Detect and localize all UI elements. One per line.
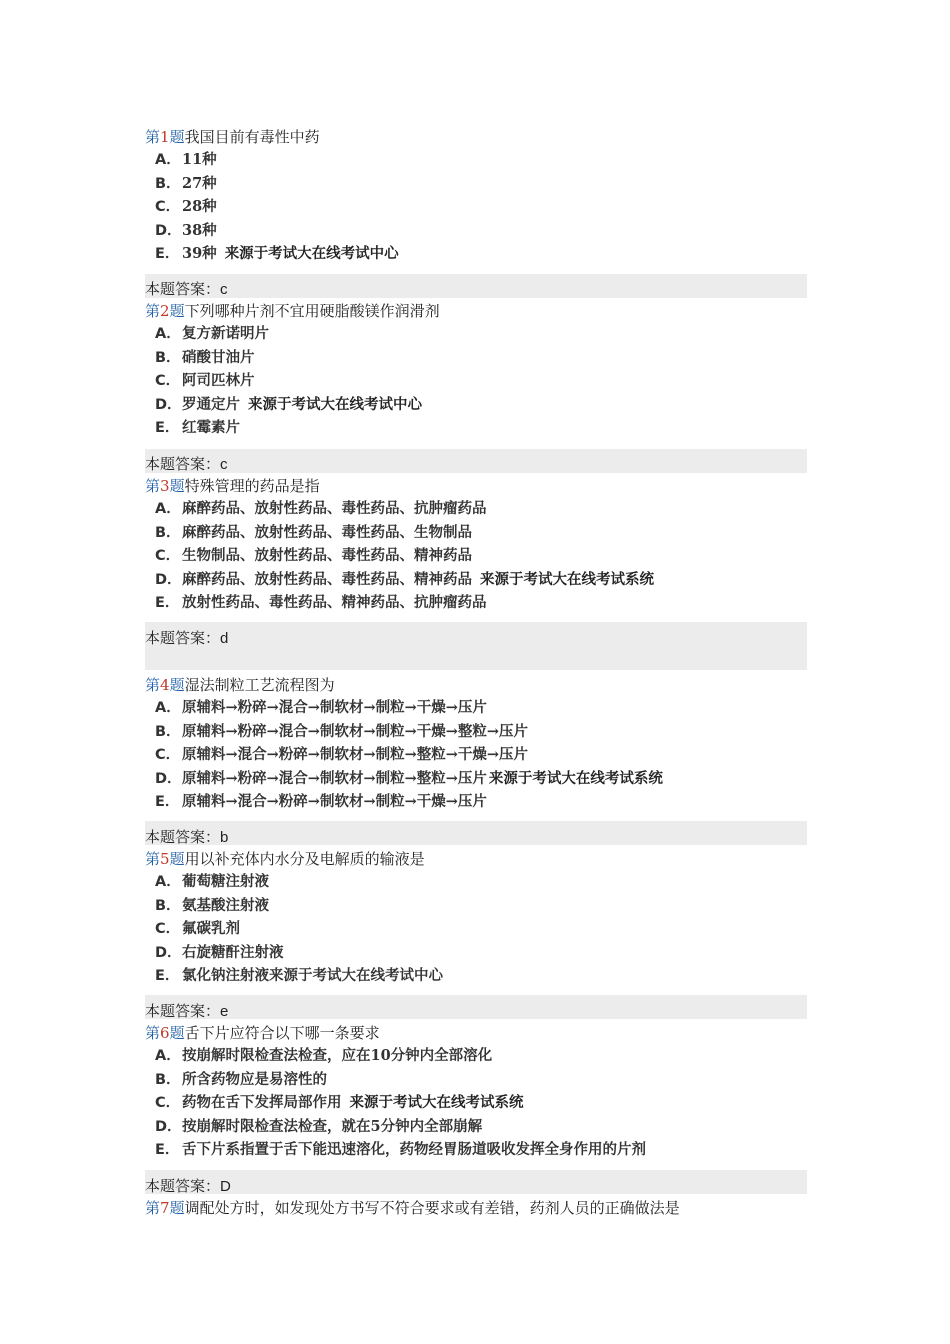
answer-bar-4 bbox=[145, 821, 807, 845]
answer-label: 本题答案： bbox=[145, 629, 221, 647]
option-text: 复方新诺明片 bbox=[182, 325, 269, 342]
question-text: 湿法制粒工艺流程图为 bbox=[184, 676, 335, 694]
option-letter: D． bbox=[155, 571, 182, 588]
option-d bbox=[145, 767, 807, 791]
question-prefix: 第 bbox=[145, 128, 161, 146]
question-title bbox=[145, 674, 807, 696]
option-letter: A． bbox=[155, 874, 181, 890]
option-c bbox=[145, 743, 807, 767]
question-4 bbox=[145, 674, 807, 814]
option-b bbox=[145, 720, 807, 744]
option-source-note: 来源于考试大在线考试系统 bbox=[349, 1094, 524, 1112]
option-letter: A． bbox=[155, 326, 181, 342]
option-e bbox=[145, 416, 807, 440]
question-number: 5 bbox=[160, 850, 170, 868]
option-letter: B． bbox=[155, 723, 181, 740]
option-letter: A． bbox=[155, 700, 181, 716]
answer-value: D bbox=[220, 1178, 231, 1195]
option-letter: D． bbox=[155, 770, 182, 787]
option-text: 原辅料→粉碎→混合→制软材→制粒→整粒→压片 bbox=[182, 769, 487, 787]
question-number: 3 bbox=[160, 477, 170, 495]
option-letter: E． bbox=[155, 246, 180, 263]
option-letter: D． bbox=[155, 396, 182, 413]
option-source-note: 来源于考试大在线考试系统 bbox=[480, 570, 654, 588]
answer-bar-3 bbox=[145, 622, 807, 670]
question-prefix: 第 bbox=[145, 676, 161, 694]
question-number: 4 bbox=[160, 676, 170, 694]
question-title bbox=[145, 475, 807, 497]
option-letter: B． bbox=[155, 175, 181, 192]
option-letter: D． bbox=[155, 222, 182, 239]
option-letter: A． bbox=[155, 152, 181, 168]
option-letter: D． bbox=[155, 944, 182, 961]
answer-label: 本题答案： bbox=[145, 1177, 221, 1195]
question-text: 舌下片应符合以下哪一条要求 bbox=[184, 1024, 380, 1042]
option-text: 药物在舌下发挥局部作用 bbox=[182, 1094, 342, 1112]
option-letter: D． bbox=[155, 1118, 182, 1135]
answer-bar-1 bbox=[145, 274, 807, 298]
option-text: 阿司匹林片 bbox=[182, 372, 255, 390]
answer-value: c bbox=[220, 456, 228, 473]
question-number: 6 bbox=[160, 1024, 170, 1042]
option-letter: B． bbox=[155, 1071, 181, 1088]
option-b bbox=[145, 521, 807, 545]
question-prefix: 第 bbox=[145, 1199, 161, 1217]
question-prefix: 第 bbox=[145, 477, 161, 495]
option-source-note: 来源于考试大在线考试中心 bbox=[224, 245, 399, 263]
option-letter: C． bbox=[155, 921, 181, 938]
question-suffix: 题 bbox=[169, 850, 185, 868]
question-prefix: 第 bbox=[145, 1024, 161, 1042]
option-d bbox=[145, 1115, 807, 1139]
answer-value: b bbox=[220, 829, 229, 846]
option-letter: E． bbox=[155, 794, 180, 811]
option-text: 红霉素片 bbox=[182, 419, 240, 437]
option-text: 氟碳乳剂 bbox=[182, 920, 240, 938]
option-text: 原辅料→粉碎→混合→制软材→制粒→干燥→整粒→压片 bbox=[182, 722, 529, 740]
option-text: 27种 bbox=[182, 174, 217, 192]
option-letter: E． bbox=[155, 595, 180, 612]
question-suffix: 题 bbox=[169, 302, 185, 320]
question-suffix: 题 bbox=[169, 477, 185, 495]
option-d bbox=[145, 568, 807, 592]
option-text: 氨基酸注射液 bbox=[182, 896, 269, 914]
option-c bbox=[145, 544, 807, 568]
question-prefix: 第 bbox=[145, 850, 161, 868]
answer-bar-2 bbox=[145, 449, 807, 473]
option-letter: E． bbox=[155, 968, 180, 985]
option-source-note: 来源于考试大在线考试中心 bbox=[248, 395, 422, 413]
option-text: 舌下片系指置于舌下能迅速溶化，药物经胃肠道吸收发挥全身作用的片剂 bbox=[182, 1141, 646, 1159]
question-5 bbox=[145, 848, 807, 988]
question-3 bbox=[145, 475, 807, 615]
option-a bbox=[145, 322, 807, 346]
question-text: 特殊管理的药品是指 bbox=[184, 477, 320, 495]
answer-value: d bbox=[220, 630, 229, 647]
question-suffix: 题 bbox=[169, 128, 185, 146]
option-a bbox=[145, 696, 807, 720]
option-text: 按崩解时限检查法检查，应在10分钟内全部溶化 bbox=[182, 1047, 493, 1064]
option-text: 39种 bbox=[182, 245, 217, 263]
question-text: 调配处方时，如发现处方书写不符合要求或有差错，药剂人员的正确做法是 bbox=[184, 1199, 680, 1217]
question-1 bbox=[145, 126, 807, 266]
option-text: 放射性药品、毒性药品、精神药品、抗肿瘤药品 bbox=[182, 594, 487, 612]
option-letter: C． bbox=[155, 548, 181, 565]
option-a bbox=[145, 1044, 807, 1068]
option-c bbox=[145, 369, 807, 393]
answer-label: 本题答案： bbox=[145, 455, 221, 473]
question-prefix: 第 bbox=[145, 302, 161, 320]
option-text: 罗通定片 bbox=[182, 395, 240, 413]
option-letter: E． bbox=[155, 1142, 180, 1159]
option-text: 麻醉药品、放射性药品、毒性药品、生物制品 bbox=[182, 523, 472, 541]
option-letter: B． bbox=[155, 349, 181, 366]
option-text: 硝酸甘油片 bbox=[182, 348, 255, 366]
option-text: 葡萄糖注射液 bbox=[182, 873, 269, 890]
option-d bbox=[145, 219, 807, 243]
question-title bbox=[145, 126, 807, 148]
question-2 bbox=[145, 300, 807, 440]
option-b bbox=[145, 172, 807, 196]
option-a bbox=[145, 497, 807, 521]
question-suffix: 题 bbox=[169, 1024, 185, 1042]
option-text: 38种 bbox=[182, 221, 217, 239]
option-c bbox=[145, 195, 807, 219]
option-letter: C． bbox=[155, 199, 181, 216]
option-letter: C． bbox=[155, 1095, 181, 1112]
option-letter: E． bbox=[155, 420, 180, 437]
answer-label: 本题答案： bbox=[145, 1002, 221, 1020]
option-e bbox=[145, 242, 807, 266]
question-text: 我国目前有毒性中药 bbox=[184, 128, 320, 146]
question-title bbox=[145, 848, 807, 870]
question-text: 下列哪种片剂不宜用硬脂酸镁作润滑剂 bbox=[184, 302, 440, 320]
answer-value: e bbox=[220, 1003, 229, 1020]
question-number: 1 bbox=[160, 128, 170, 146]
option-b bbox=[145, 894, 807, 918]
option-c bbox=[145, 917, 807, 941]
answer-bar-5 bbox=[145, 995, 807, 1019]
option-letter: C． bbox=[155, 747, 181, 764]
answer-label: 本题答案： bbox=[145, 828, 221, 846]
question-title bbox=[145, 1022, 807, 1044]
option-source-note: 来源于考试大在线考试系统 bbox=[488, 769, 663, 787]
option-e bbox=[145, 790, 807, 814]
option-text: 麻醉药品、放射性药品、毒性药品、精神药品 bbox=[182, 570, 472, 588]
option-b bbox=[145, 1068, 807, 1092]
option-letter: B． bbox=[155, 524, 181, 541]
question-6 bbox=[145, 1022, 807, 1162]
option-letter: A． bbox=[155, 501, 181, 517]
option-a bbox=[145, 870, 807, 894]
answer-value: c bbox=[220, 281, 228, 298]
option-a bbox=[145, 148, 807, 172]
option-d bbox=[145, 941, 807, 965]
question-number: 7 bbox=[160, 1199, 170, 1217]
option-text: 按崩解时限检查法检查，就在5分钟内全部崩解 bbox=[182, 1117, 483, 1135]
option-d bbox=[145, 393, 807, 417]
option-c bbox=[145, 1091, 807, 1115]
question-number: 2 bbox=[160, 302, 170, 320]
option-letter: B． bbox=[155, 897, 181, 914]
option-text: 麻醉药品、放射性药品、毒性药品、抗肿瘤药品 bbox=[182, 500, 487, 517]
option-text: 原辅料→混合→粉碎→制软材→制粒→干燥→压片 bbox=[182, 793, 487, 811]
answer-bar-6 bbox=[145, 1170, 807, 1194]
option-text: 11种 bbox=[182, 151, 217, 168]
option-e bbox=[145, 964, 807, 988]
option-text: 生物制品、放射性药品、毒性药品、精神药品 bbox=[182, 547, 472, 565]
question-title bbox=[145, 1197, 807, 1219]
option-text: 原辅料→混合→粉碎→制软材→制粒→整粒→干燥→压片 bbox=[182, 746, 529, 764]
question-text: 用以补充体内水分及电解质的输液是 bbox=[184, 850, 425, 868]
option-text: 28种 bbox=[182, 198, 217, 216]
option-text: 右旋糖酐注射液 bbox=[182, 943, 284, 961]
option-e bbox=[145, 591, 807, 615]
question-suffix: 题 bbox=[169, 1199, 185, 1217]
option-letter: C． bbox=[155, 373, 181, 390]
question-7 bbox=[145, 1197, 807, 1219]
answer-label: 本题答案： bbox=[145, 280, 221, 298]
option-e bbox=[145, 1138, 807, 1162]
option-text: 氯化钠注射液来源于考试大在线考试中心 bbox=[182, 967, 443, 985]
option-b bbox=[145, 346, 807, 370]
question-suffix: 题 bbox=[169, 676, 185, 694]
question-title bbox=[145, 300, 807, 322]
option-text: 所含药物应是易溶性的 bbox=[182, 1070, 327, 1088]
option-text: 原辅料→粉碎→混合→制软材→制粒→干燥→压片 bbox=[182, 699, 487, 716]
option-letter: A． bbox=[155, 1048, 181, 1064]
